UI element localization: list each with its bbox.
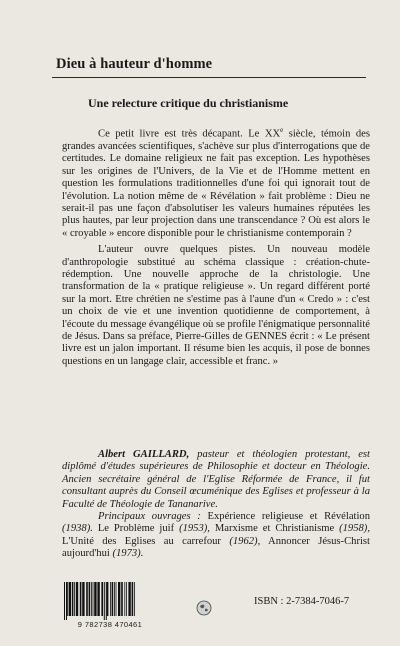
work-year: (1962), <box>229 535 261 547</box>
work-title: Expérience religieuse et Révélation <box>200 511 371 523</box>
blurb-paragraph-2: L'auteur ouvre quelques pistes. Un nouveau modèle d'anthropologie substitué au schéma classique : création-chute-rédemption. Une nouvelle approche de la christologie. Une transformation de la « pratique religieuse ». Un regard différent porté sur la mort. Etre chrétien ne s'estime pas à l'aune d'un « Credo » : c'est un choix de vie et une invention quotidienne de comportement, à l'écoute du message évangélique où se profile l'énigmatique personnalité de Jésus. Dans sa préface, Pierre-Gilles de GENNES écrit : « Le présent livre est un jalon important. Il résume bien les acquis, il pose de bonnes questions en un langage clair, accessible et franc. » <box>62 244 370 367</box>
barcode-bars <box>60 582 160 620</box>
work-title: Le Problème juif <box>92 523 180 535</box>
works-paragraph <box>62 511 370 561</box>
work-title: Annoncer Jésus-Christ aujourd'hui <box>62 535 370 560</box>
barcode <box>60 582 160 624</box>
work-year: (1973). <box>112 548 144 560</box>
author-name: Albert GAILLARD, <box>98 449 190 460</box>
globe-icon <box>196 600 212 616</box>
author-bio-paragraph <box>62 449 370 511</box>
blurb <box>62 124 370 368</box>
century-superscript: e <box>280 126 284 134</box>
book-subtitle: Une relecture critique du christianisme <box>88 96 289 110</box>
author-description: pasteur et théologien protestant, est diplômé d'études supérieures de Philosophie et docteur en Théologie. Ancien secrétaire général de l'Eglise Réformée de France, il fut consultant auprès du Conseil œcuménique des Eglises et professeur à la Faculté de Théologie de Tananarive. <box>62 449 370 510</box>
work-title: L'Unité des Eglises au carrefour <box>62 535 230 547</box>
title-rule <box>52 77 366 78</box>
book-title: Dieu à hauteur d'homme <box>56 56 213 72</box>
isbn-number: ISBN : 2-7384-7046-7 <box>254 596 350 607</box>
blurb-paragraph-1 <box>62 124 370 240</box>
blurb-p1-start: Ce petit livre est très décapant. Le XX <box>98 128 281 140</box>
blurb-p1-rest: siècle, témoin des grandes avancées scientifiques, s'achève sur plus d'interrogations que de certitudes. Le domaine religieux ne fait pas exception. Les hypothèses sur les origines de l'Univers, de la Vie et de l'Homme mettent en question les formulations traditionnelles d'une foi qui ignorait tout de l'évolution. La notion même de « Révélation » fait problème : Dieu ne serait-il pas une façon d'absolutiser les valeurs humaines réputées les plus hautes, par leur projection dans une transcendance ? Où est alors le « croyable » encore disponible pour le christianisme contemporain ? <box>62 128 370 239</box>
author-bio <box>62 449 370 561</box>
work-year: (1958), <box>339 523 370 535</box>
barcode-digits: 9 782738 470461 <box>77 620 143 629</box>
work-title: Marxisme et Christianisme <box>209 523 340 535</box>
work-year: (1938). <box>62 523 93 535</box>
works-label: Principaux ouvrages : <box>98 511 201 523</box>
work-year: (1953), <box>179 523 210 535</box>
